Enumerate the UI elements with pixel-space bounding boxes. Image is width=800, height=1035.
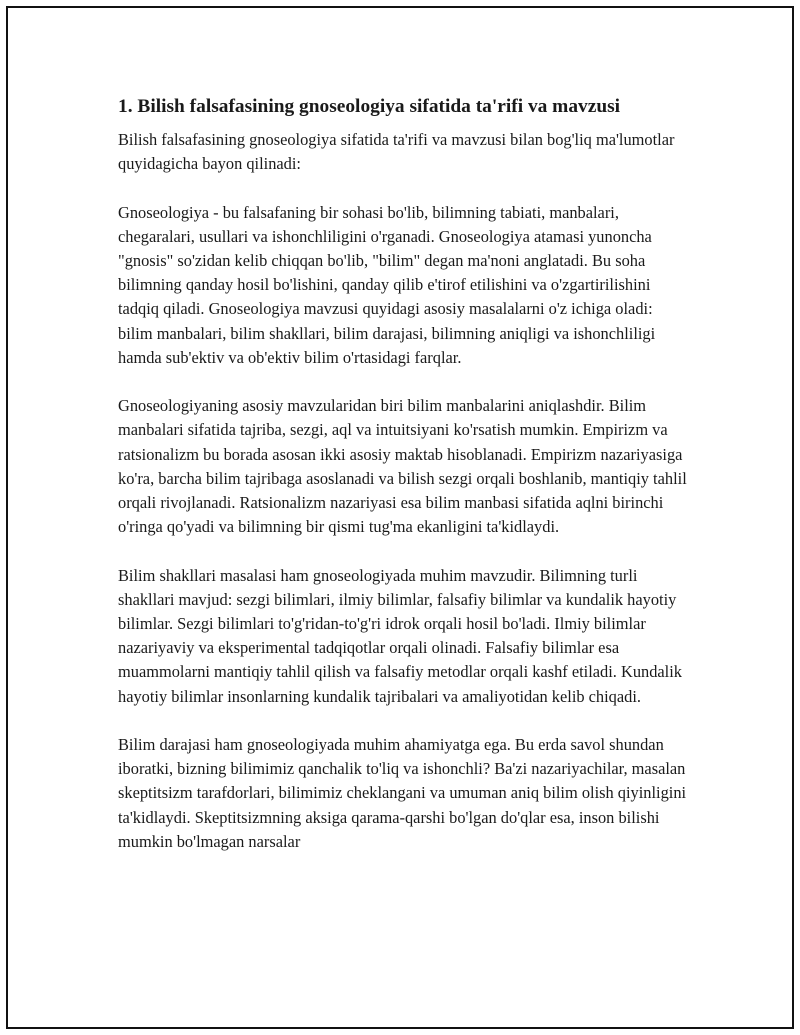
document-body [118, 94, 688, 878]
paragraph-intro: Bilish falsafasining gnoseologiya sifatida ta'rifi va mavzusi bilan bog'liq ma'lumotlar quyidagicha bayon qilinadi: [118, 130, 675, 174]
paragraph-level: Bilim darajasi ham gnoseologiyada muhim ahamiyatga ega. Bu erda savol shundan iboratki, bizning bilimimiz qanchalik to'liq va ishonchli? Ba'zi nazariyachilar, masalan skeptitsizm tarafdorlari, bilimimiz cheklangani va umuman aniq bilim olish qiyinligini ta'kidlaydi. Skeptitsizmning aksiga qarama-qarshi bo'lgan do'qlar esa, inson bilishi mumkin bo'lmagan narsalar [118, 735, 687, 851]
paragraph-forms: Bilim shakllari masalasi ham gnoseologiyada muhim mavzudir. Bilimning turli shakllari mavjud: sezgi bilimlari, ilmiy bilimlar, falsafiy bilimlar va kundalik hayotiy bilimlar. Sezgi bilimlari to'g'ridan-to'g'ri idrok orqali hosil bo'ladi. Ilmiy bilimlar nazariyaviy va eksperimental tadqiqotlar orqali olinadi. Falsafiy bilimlar esa muammolarni mantiqiy tahlil qilish va falsafiy metodlar orqali kashf etiladi. Kundalik hayotiy bilimlar insonlarning kundalik tajribalari va amaliyotidan kelib chiqadi. [118, 565, 682, 706]
paragraph-definition: Gnoseologiya - bu falsafaning bir sohasi bo'lib, bilimning tabiati, manbalari, chegaralari, usullari va ishonchliligini o'rganadi. Gnoseologiya atamasi yunoncha "gnosis" so'zidan kelib chiqqan bo'lib, "bilim" degan ma'noni anglatadi. Bu soha bilimning qanday hosil bo'lishini, qanday qilib e'tirof etilishini va o'zgartirilishini tadqiq qiladi. Gnoseologiya mavzusi quyidagi asosiy masalalarni o'z ichiga oladi: bilim manbalari, bilim shakllari, bilim darajasi, bilimning aniqligi va ishonchliligi hamda sub'ektiv va ob'ektiv bilim o'rtasidagi farqlar. [118, 202, 656, 367]
section-heading: 1. Bilish falsafasining gnoseologiya sifatida ta'rifi va mavzusi [118, 96, 621, 117]
paragraph-sources: Gnoseologiyaning asosiy mavzularidan biri bilim manbalarini aniqlashdir. Bilim manbalari sifatida tajriba, sezgi, aql va intuitsiyani ko'rsatish mumkin. Empirizm va ratsionalizm bu borada asosan ikki asosiy maktab hisoblanadi. Empirizm nazariyasiga ko'ra, barcha bilim tajribaga asoslanadi va bilish sezgi orqali boshlanib, mantiqiy tahlil orqali rivojlanadi. Ratsionalizm nazariyasi esa bilim manbasi sifatida aqlni birinchi o'ringa qo'yadi va bilimning bir qismi tug'ma ekanligini ta'kidlaydi. [118, 396, 687, 537]
